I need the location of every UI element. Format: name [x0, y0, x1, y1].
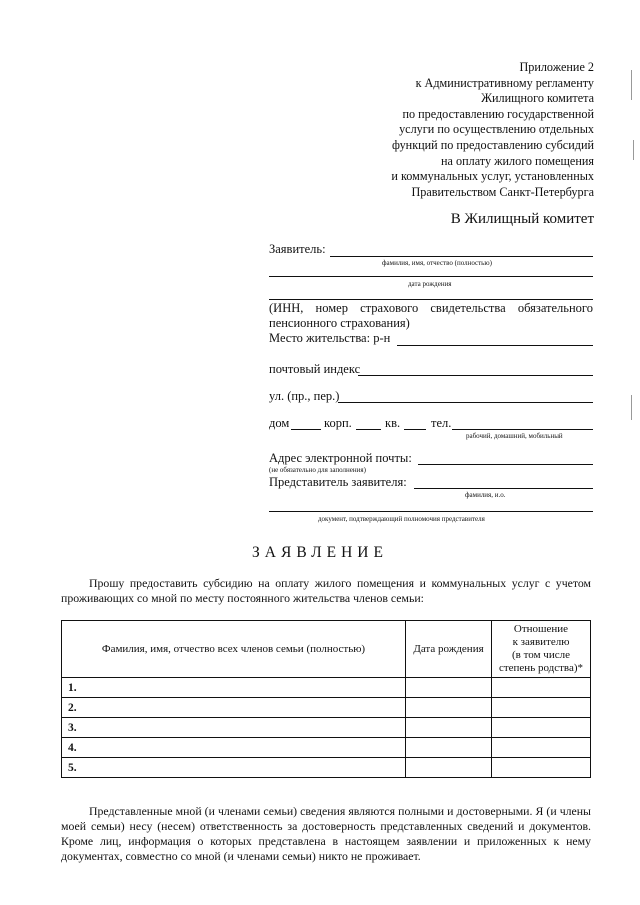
table-row: [62, 738, 591, 758]
street-label: ул. (пр., пер.): [269, 389, 340, 403]
building-field[interactable]: [356, 429, 381, 430]
email-field[interactable]: [418, 464, 593, 465]
birthdate-cell[interactable]: [406, 718, 492, 738]
appendix-line: функций по предоставлению субсидий: [391, 137, 594, 152]
table-row: [62, 678, 591, 698]
relation-header-line: степень родства)*: [498, 662, 584, 674]
postcode-field[interactable]: [358, 375, 593, 376]
email-label: Адрес электронной почты:: [269, 451, 412, 465]
scan-edge-mark: [631, 395, 632, 420]
scan-edge-mark: [631, 70, 632, 100]
scan-edge-mark: [633, 140, 634, 160]
apt-label: кв.: [385, 416, 401, 430]
relation-header-line: Отношение: [513, 623, 569, 635]
table-row: [62, 758, 591, 778]
table-row: [62, 718, 591, 738]
column-header-birthdate: Дата рождения: [406, 621, 492, 678]
representative-document-field[interactable]: [269, 511, 593, 512]
addressee: В Жилищный комитет: [450, 211, 594, 227]
document-title: ЗАЯВЛЕНИЕ: [252, 544, 388, 561]
applicant-label: Заявитель:: [269, 242, 326, 256]
applicant-name-field[interactable]: [330, 256, 593, 257]
relation-cell[interactable]: [492, 718, 591, 738]
representative-caption: фамилия, и.о.: [465, 491, 506, 499]
representative-field[interactable]: [414, 488, 593, 489]
representative-document-caption: документ, подтверждающий полномочия представителя: [318, 515, 485, 523]
inn-label: (ИНН, номер страхового свидетельства обязательного: [269, 301, 593, 315]
street-field[interactable]: [338, 402, 593, 403]
postcode-label: почтовый индекс: [269, 362, 361, 376]
appendix-line: Правительством Санкт-Петербурга: [411, 184, 594, 199]
building-label: корп.: [324, 416, 352, 430]
appendix-line: на оплату жилого помещения: [441, 153, 594, 168]
appendix-line: услуги по осуществлению отдельных: [399, 122, 594, 137]
relation-cell[interactable]: [492, 758, 591, 778]
birthdate-caption: дата рождения: [408, 280, 452, 288]
inn-label-cont: пенсионного страхования): [269, 316, 410, 330]
appendix-line: Жилищного комитета: [481, 91, 594, 106]
residence-field[interactable]: [397, 345, 593, 346]
house-field[interactable]: [291, 429, 321, 430]
row-number[interactable]: 3.: [62, 718, 406, 738]
appendix-header: [391, 60, 594, 200]
birthdate-cell[interactable]: [406, 678, 492, 698]
phone-field[interactable]: [452, 429, 593, 430]
inn-field[interactable]: [269, 299, 593, 300]
birthdate-cell[interactable]: [406, 698, 492, 718]
birthdate-field[interactable]: [269, 276, 593, 277]
table-header-row: [62, 621, 591, 678]
relation-cell[interactable]: [492, 698, 591, 718]
phone-label: тел.: [431, 416, 452, 430]
column-header-name: Фамилия, имя, отчество всех членов семьи (полностью): [62, 621, 406, 678]
representative-label: Представитель заявителя:: [269, 475, 407, 489]
appendix-line: по предоставлению государственной: [402, 106, 594, 121]
birthdate-cell[interactable]: [406, 758, 492, 778]
relation-cell[interactable]: [492, 678, 591, 698]
relation-header-line: к заявителю: [512, 636, 570, 648]
table-row: [62, 698, 591, 718]
apt-field[interactable]: [404, 429, 426, 430]
column-header-relation: [492, 621, 591, 678]
appendix-line: и коммунальных услуг, установленных: [391, 169, 594, 184]
row-number[interactable]: 4.: [62, 738, 406, 758]
birthdate-cell[interactable]: [406, 738, 492, 758]
appendix-line: Приложение 2: [519, 60, 594, 74]
phone-caption: рабочий, домашний, мобильный: [466, 432, 563, 440]
house-label: дом: [269, 416, 290, 430]
row-number[interactable]: 1.: [62, 678, 406, 698]
row-number[interactable]: 5.: [62, 758, 406, 778]
relation-cell[interactable]: [492, 738, 591, 758]
family-members-table: [61, 620, 591, 778]
declaration-paragraph: Представленные мной (и членами семьи) сведения являются полными и достоверными. Я (и члены моей семьи) несу (несем) ответственность за достоверность представленных сведений и документов. Кроме лиц, информация о которых представлена в настоящем заявлении и приложенных к нему документах, совместно со мной (и членами семьи) никто не проживает.: [61, 804, 591, 863]
email-caption: (не обязательно для заполнения): [269, 466, 366, 474]
appendix-line: к Административному регламенту: [415, 75, 594, 90]
residence-label: Место жительства: р-н: [269, 331, 391, 345]
relation-header-line: (в том числе: [512, 649, 570, 661]
request-paragraph: Прошу предоставить субсидию на оплату жилого помещения и коммунальных услуг с учетом проживающих со мной по месту постоянного жительства членов семьи:: [61, 576, 591, 605]
row-number[interactable]: 2.: [62, 698, 406, 718]
applicant-caption: фамилия, имя, отчество (полностью): [382, 259, 492, 267]
